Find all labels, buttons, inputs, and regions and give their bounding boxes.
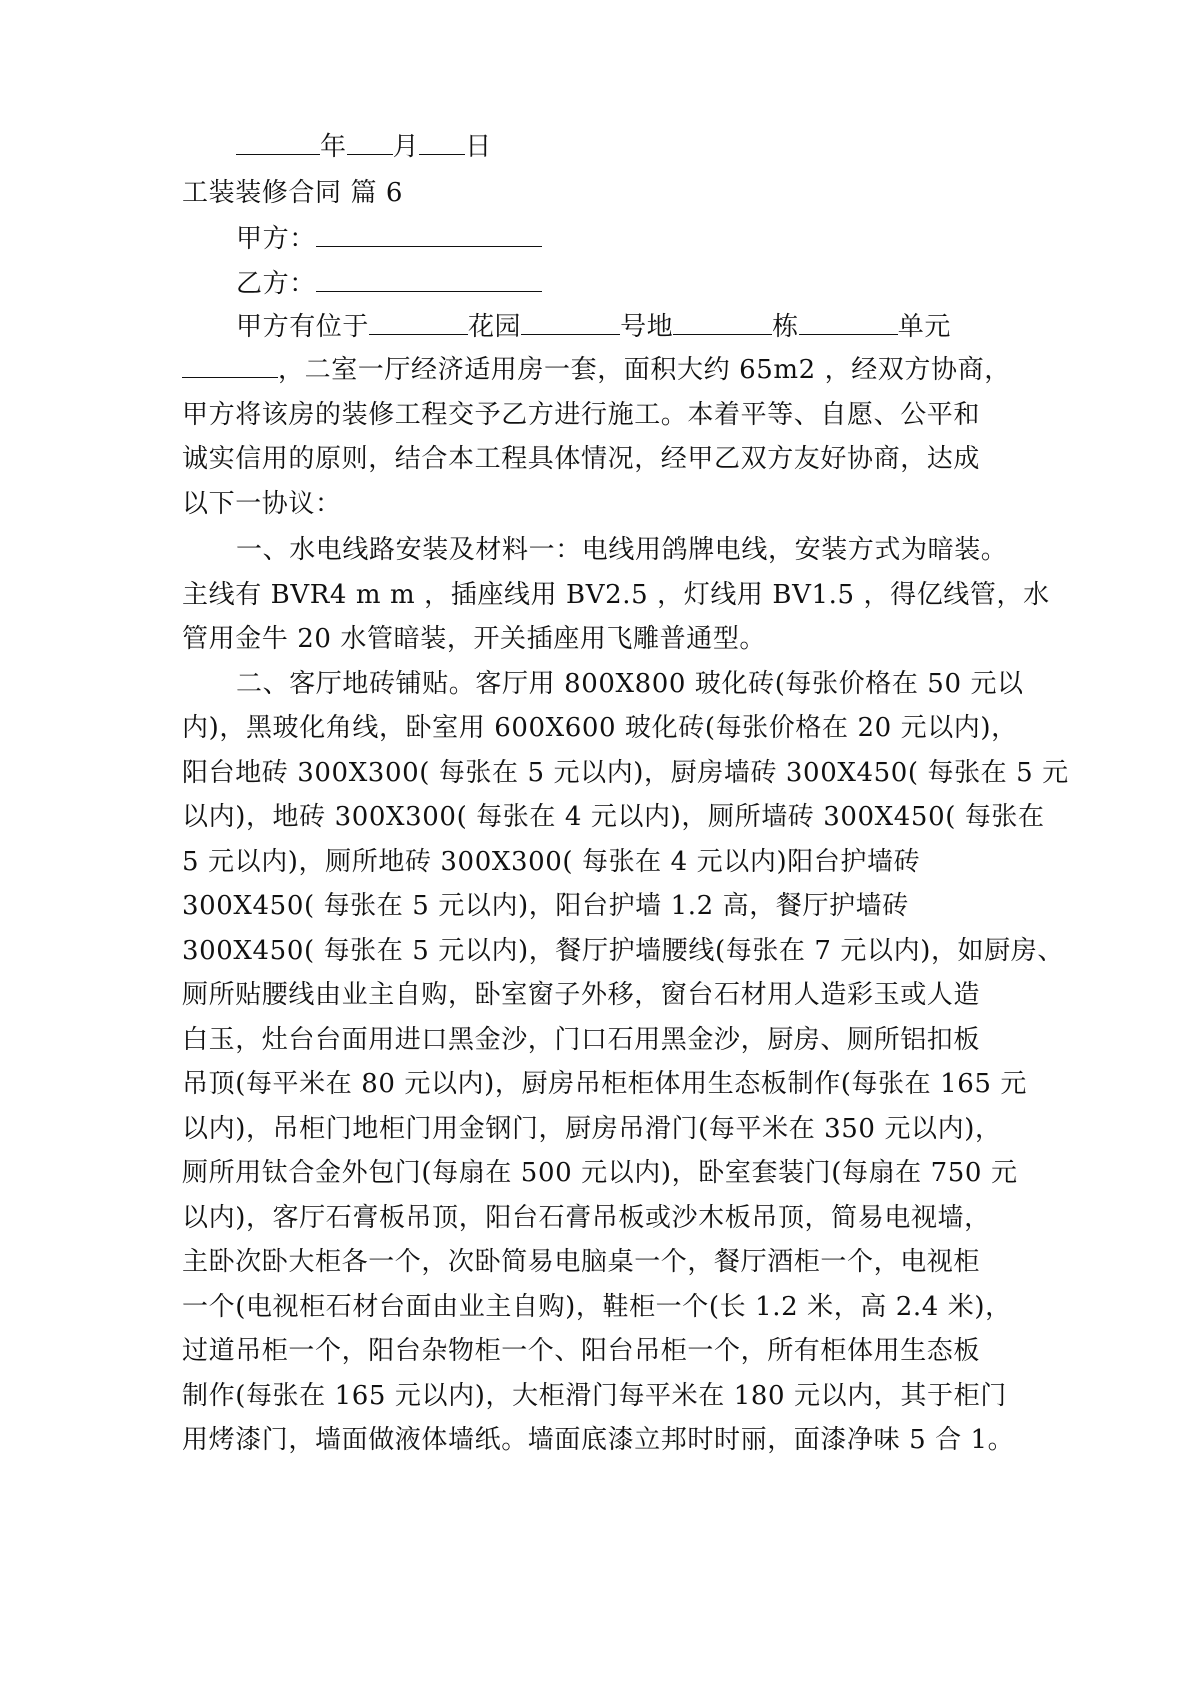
location-line bbox=[236, 310, 951, 344]
day-blank bbox=[419, 130, 465, 155]
building-blank bbox=[673, 310, 772, 335]
month-label: 月 bbox=[392, 132, 420, 162]
paragraph-1-line-2: 甲方将该房的装修工程交予乙方进行施工。本着平等、自愿、公平和 bbox=[182, 400, 981, 430]
date-line bbox=[236, 130, 1071, 164]
paragraph-3-line-9: 白玉，灶台台面用进口黑金沙，门口石用黑金沙，厨房、厕所铝扣板 bbox=[182, 1025, 981, 1055]
lot-blank bbox=[521, 310, 620, 335]
document-heading: 工装装修合同 篇 6 bbox=[182, 178, 404, 208]
garden-label: 花园 bbox=[467, 312, 522, 342]
party-a-blank bbox=[316, 222, 542, 247]
party-a-label: 甲方： bbox=[236, 224, 316, 254]
paragraph-3-line-3: 阳台地砖 300X300( 每张在 5 元以内)，厨房墙砖 300X450( 每张在 5 元 bbox=[182, 758, 1069, 788]
paragraph-3-line-11: 以内)，吊柜门地柜门用金钢门，厨房吊滑门(每平米在 350 元以内)， bbox=[182, 1114, 1002, 1144]
paragraph-3-line-2: 内)，黑玻化角线，卧室用 600X600 玻化砖(每张价格在 20 元以内)， bbox=[182, 713, 1018, 743]
paragraph-3-line-6: 300X450( 每张在 5 元以内)，阳台护墙 1.2 高，餐厅护墙砖 bbox=[182, 891, 909, 921]
day-label: 日 bbox=[465, 132, 492, 162]
paragraph-2-line-3: 管用金牛 20 水管暗装，开关插座用飞雕普通型。 bbox=[182, 624, 767, 654]
paragraph-3-line-16: 过道吊柜一个，阳台杂物柜一个、阳台吊柜一个，所有柜体用生态板 bbox=[182, 1336, 981, 1366]
party-b-line bbox=[236, 267, 1071, 301]
paragraph-3-line-10: 吊顶(每平米在 80 元以内)，厨房吊柜柜体用生态板制作(每张在 165 元 bbox=[182, 1069, 1027, 1099]
room-number-blank bbox=[182, 353, 278, 378]
paragraph-3-line-15: 一个(电视柜石材台面由业主自购)，鞋柜一个(长 1.2 米，高 2.4 米)， bbox=[182, 1292, 1012, 1322]
garden-blank bbox=[369, 310, 468, 335]
party-a-line bbox=[236, 222, 1071, 256]
year-blank bbox=[236, 130, 320, 155]
building-label: 栋 bbox=[772, 312, 799, 342]
unit-blank bbox=[799, 310, 898, 335]
paragraph-3-line-12: 厕所用钛合金外包门(每扇在 500 元以内)，卧室套装门(每扇在 750 元 bbox=[182, 1158, 1018, 1188]
party-b-label: 乙方： bbox=[236, 269, 316, 299]
paragraph-3-line-18: 用烤漆门，墙面做液体墙纸。墙面底漆立邦时时丽，面漆净味 5 合 1。 bbox=[182, 1425, 1015, 1455]
paragraph-3-line-5: 5 元以内)，厕所地砖 300X300( 每张在 4 元以内)阳台护墙砖 bbox=[182, 847, 921, 877]
paragraph-3-line-13: 以内)，客厅石膏板吊顶，阳台石膏吊板或沙木板吊顶，简易电视墙， bbox=[182, 1203, 991, 1233]
party-b-blank bbox=[316, 267, 542, 292]
month-blank bbox=[347, 130, 393, 155]
paragraph-1-line-4: 以下一协议： bbox=[182, 489, 342, 519]
paragraph-2-line-2: 主线有 BVR4 m m ，插座线用 BV2.5 ，灯线用 BV1.5 ，得亿线管，水 bbox=[182, 580, 1050, 610]
paragraph-3-line-7: 300X450( 每张在 5 元以内)，餐厅护墙腰线(每张在 7 元以内)，如厨房、 bbox=[182, 936, 1064, 966]
location-prefix: 甲方有位于 bbox=[236, 312, 370, 342]
paragraph-1-text-1: ，二室一厅经济适用房一套，面积大约 65m2 ，经双方协商， bbox=[278, 355, 1011, 385]
paragraph-3-line-8: 厕所贴腰线由业主自购，卧室窗子外移，窗台石材用人造彩玉或人造 bbox=[182, 980, 981, 1010]
paragraph-1-line-3: 诚实信用的原则，结合本工程具体情况，经甲乙双方友好协商，达成 bbox=[182, 444, 981, 474]
lot-label: 号地 bbox=[620, 312, 674, 342]
paragraph-3-line-1: 二、客厅地砖铺贴。客厅用 800X800 玻化砖(每张价格在 50 元以 bbox=[236, 669, 1024, 699]
paragraph-2-line-1: 一、水电线路安装及材料一：电线用鸽牌电线，安装方式为暗装。 bbox=[236, 535, 1008, 565]
paragraph-3-line-17: 制作(每张在 165 元以内)，大柜滑门每平米在 180 元以内，其于柜门 bbox=[182, 1381, 1007, 1411]
paragraph-3-line-4: 以内)，地砖 300X300( 每张在 4 元以内)，厕所墙砖 300X450( 每张在 bbox=[182, 802, 1045, 832]
unit-label: 单元 bbox=[897, 312, 951, 342]
paragraph-1-line-1 bbox=[182, 353, 1017, 387]
year-label: 年 bbox=[320, 132, 347, 162]
paragraph-3-line-14: 主卧次卧大柜各一个，次卧简易电脑桌一个，餐厅酒柜一个，电视柜 bbox=[182, 1247, 981, 1277]
